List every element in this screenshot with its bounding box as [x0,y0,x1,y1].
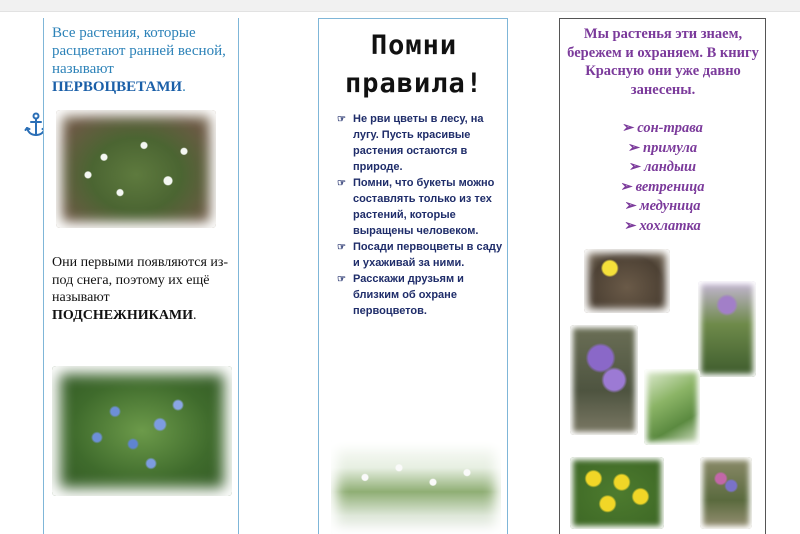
hand-pointer-icon: ☞ [337,242,346,253]
hand-pointer-icon: ☞ [337,114,346,125]
brochure-panel-right [559,18,766,534]
scilla-photo [52,366,232,496]
arrow-bullet-icon: ➢ [620,178,633,195]
hand-pointer-icon: ☞ [337,274,346,285]
rule-text: Расскажи друзьям и близким об охране первоцветов. [353,273,464,317]
snowdrop-photo [331,439,501,534]
brochure-panel-left [43,18,239,534]
plant-name: ландыш [644,159,697,175]
arrow-bullet-icon: ➢ [622,120,635,136]
plant-list-item [560,217,765,237]
pulmonaria-photo-2 [700,457,752,529]
plant-list-item [560,178,765,198]
rule-text: Посади первоцветы в саду и ухаживай за ними. [353,241,503,269]
adonis-photo [584,249,670,313]
primrose-term: ПЕРВОЦВЕТАМИ [52,79,183,95]
plant-list-item [560,119,765,139]
rule-item [337,239,505,271]
hand-pointer-icon: ☞ [337,178,346,189]
primula-photo [570,457,664,529]
arrow-bullet-icon: ➢ [628,159,642,175]
snowdrop-text [52,254,238,324]
arrow-bullet-icon: ➢ [627,139,641,156]
plant-list-item [560,197,765,217]
plant-list-item [560,158,765,178]
pulsatilla-photo [570,325,638,435]
arrow-bullet-icon: ➢ [624,198,637,214]
lily-of-the-valley-photo [644,369,700,445]
snowdrop-term: ПОДСНЕЖНИКАМИ [52,307,194,323]
anemone-photo [56,110,216,228]
plant-name: хохлатка [639,217,701,234]
pulmonaria-photo [698,281,756,377]
intro-end: . [182,79,186,95]
arrow-bullet-icon: ➢ [624,217,637,234]
rule-text: Помни, что букеты можно составлять только из тех растений, которые выращены человеком. [353,177,495,237]
rules-title: Помни правила! [344,30,484,99]
rule-item [337,175,505,239]
rule-text: Не рви цветы в лесу, на лугу. Пусть красивые растения остаются в природе. [353,113,484,173]
plant-name: сон-трава [637,120,703,136]
intro-text: Все растения, которые расцветают ранней весной, называют [52,25,226,77]
brochure-panel-middle [318,18,508,534]
plant-name: ветреница [635,178,705,195]
plant-name: медуница [639,198,701,214]
rule-item [337,111,505,175]
second-text: Они первыми появляются из-под снега, поэтому их ещё называют [52,255,229,305]
document-top-bar [0,0,800,12]
red-book-poem: Мы растенья эти знаем, бережем и охраняем. В книгу Красную они уже давно занесены. [567,26,759,98]
primrose-intro-text [52,24,234,96]
protected-plants-list [560,119,765,236]
plant-name: примула [643,139,698,156]
plant-list-item [560,139,765,159]
rules-list [337,111,505,319]
rule-item [337,271,505,319]
second-end: . [193,307,197,323]
